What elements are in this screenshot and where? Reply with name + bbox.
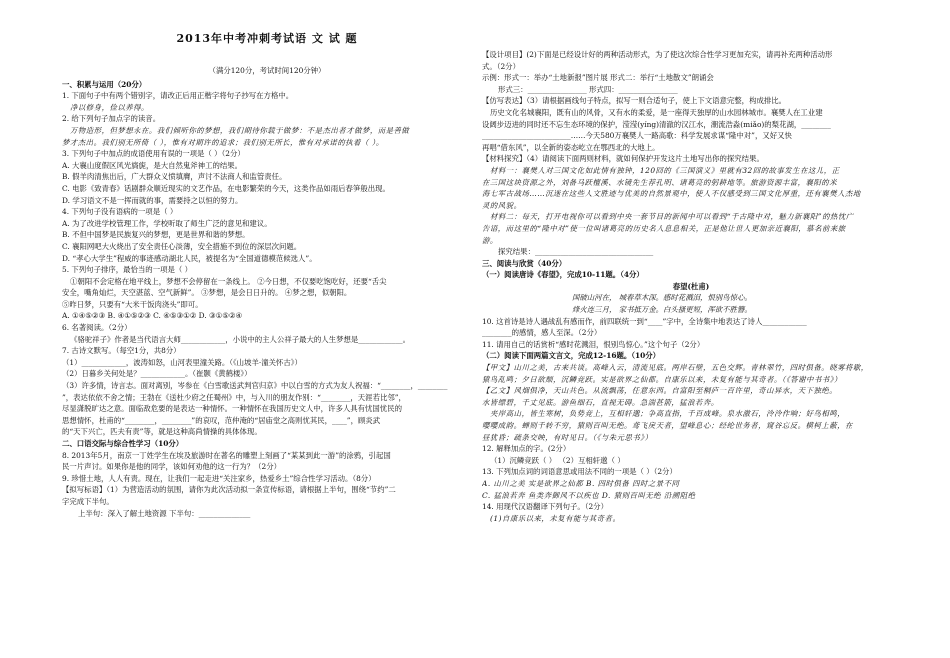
right-line: 再唱“借东风”，以全新的姿态屹立在鄂西北的大地上。: [482, 142, 660, 152]
right-line: （二）阅读下面两篇文言文，完成12-16题。（10分）: [482, 351, 661, 361]
exam-title: 2013年中考冲刺考试语 文 试 题: [176, 32, 358, 45]
left-line: 二、口语交际与综合性学习（10分）: [62, 439, 184, 448]
right-line: 【材料探究】（4）请阅读下面两则材料，就如何保护开发这片土地写出你的探究结果。: [482, 154, 764, 164]
left-line: C. 襄阳网吧大火烧出了安全责任心淡薄，安全措施不到位的深层次问题。: [62, 241, 302, 251]
left-line: 安全，嘴角灿烂，天空湛蓝、空气新鲜”。 ③梦想，是会日日升的。 ④梦之想，似朝阳。: [62, 288, 352, 298]
left-line: 字完成下半句。: [62, 496, 114, 506]
left-line: 尽显潇脱旷达之意。面临敌危要的是表达一种情怀。一种情怀在我国历史文人中，许多人具有忧国忧民的: [62, 404, 402, 414]
left-line: B. 假羊肉清焦出后，广大群众义愤填膺，声讨不法商人和监管责任。: [62, 172, 287, 182]
left-line: 1. 下面句子中有两个错别字，请改正后用正楷字将句子抄写在方格中。: [62, 91, 294, 101]
left-line: 《骆驼祥子》作者是当代语言大师____________，小说中的主人公祥子最大的人生梦想是____________。: [70, 334, 410, 344]
left-line: 2. 给下列句子加点字的读音。: [62, 114, 161, 124]
right-line: 【乙文】风烟俱净，天山共色。从流飘荡，任意东西。自富阳至桐庐一百许里，奇山异水，天下独绝。: [482, 386, 838, 396]
right-line: 嘤嘤成韵。蝉则千转不穷，猿则百叫无绝。鸢飞戾天者，望峰息心；经纶世务者，窥谷忘反。横柯上蔽，在: [482, 421, 853, 430]
right-line: （一）阅读唐诗《春望》，完成10-11题。（4分）: [482, 270, 644, 280]
right-line: ________的感情，感人至深。（2分）: [482, 328, 602, 338]
right-line: （1）沉鳞竞跃（ ） （2）互相轩邈（ ）: [490, 455, 625, 465]
right-line: C. 猛浪若奔 鱼类奔御风不以疾也 D. 猿则百叫无绝 沿溯阻绝: [482, 490, 696, 500]
left-column: [62, 52, 472, 519]
left-line: A. 大襄山度假区风光旖旎，是大自然鬼斧神工的结果。: [62, 160, 243, 170]
right-line: 告语，而这里的“隆中对”使一位叫诸葛亮的历史名人息息相关，正是他让世人更加亲近襄阳，慕名前来旅: [482, 223, 846, 233]
right-line: 在三国这块资源之外，刘备马跃檀溪、水镜先生荐孔明、诸葛亮的躬耕地等。旅游资源丰富，襄阳的米: [482, 177, 838, 187]
right-line: ________________________……今天580万襄樊人一路高歌：科学发展求谋“隆中对”，又好又快: [482, 131, 792, 141]
left-line: （2）日暮乡关何处是？____________。（崔颢《黄鹤楼》）: [62, 369, 252, 379]
right-line: 14. 用现代汉语翻译下列句子。（2分）: [482, 502, 608, 512]
left-line: C. 电影《致青春》话剧群众顺近现实的文艺作品，在电影繁荣的今天，这类作品如雨后春笋般出现。: [62, 183, 390, 193]
right-line: 三、阅读与欣赏（40分）: [482, 258, 567, 268]
left-line: 梦才杰出。我们别无所倚（ ），惟有对期许的追求；我们别无所长，惟有对承诺的执着（ ）。: [62, 137, 384, 147]
right-line: 国破山河在， 城春草木深。感时花溅泪，恨别鸟惊心。: [572, 293, 752, 303]
right-line: 昼犹昏；疏条交映，有时见日。（《与朱元思书》）: [482, 432, 653, 442]
right-line: 水皆缥碧，千丈见底。游鱼细石，直视无碍。急湍甚箭，猛浪若奔。: [482, 397, 719, 407]
right-lines: [482, 49, 900, 524]
left-line: D. “孝心大学生”程威的事迹感动湖北人民，被提名为“全国道德模范候选人”。: [62, 253, 317, 263]
right-line: 11. 请用自己的话赏析“感时花溅泪，恨别鸟惊心。”这个句子（2分）: [482, 339, 705, 349]
left-line: 净以修身，俭以养得。: [70, 102, 149, 112]
right-line: A. 山川之美 实是欲界之仙都 B. 四时俱备 四时之景不同: [482, 478, 680, 488]
left-line: ①朝阳不会定格在地平线上，梦想不会停留在一条线上。 ②今日想，不仅要吃饱吃好，还要“舌尖: [70, 276, 387, 286]
right-line: 游。: [482, 235, 498, 245]
right-line: 式。（2分）: [482, 61, 520, 71]
left-line: 【拟写标语】（1）为营造活动的氛围，请你为此次活动拟一条宣传标语，请根据上半句，围绕“节约”二: [62, 485, 396, 495]
left-line: 民一片声讨。如果你是他的同学，该如何劝他的这一行为？（2分）: [62, 462, 282, 472]
right-line: 历史文化名城襄阳，既有山的风骨，又有水的柔爱，是一座得天独厚的山水园林城市。襄樊人在工业建: [490, 107, 823, 117]
right-line: 形式三：________________ 形式四：________________: [498, 84, 678, 94]
right-line: 夹岸高山，皆生寒树，负势竞上，互相轩邈；争高直指，千百成峰。泉水激石，泠泠作响；好鸟相鸣，: [490, 409, 846, 419]
right-line: 示例：形式一：举办“土地新报”图片展 形式二：举行“土地散文”朗诵会: [482, 73, 714, 83]
left-line: 思想情怀，杜甫的“________，________”的哀叹，范仲淹的“居庙堂之高则忧其民，____”，顾炎武: [62, 415, 381, 425]
left-line: 7. 古诗文默写。（每空1分，共8分）: [62, 346, 181, 356]
left-line: A. ①④⑤②③ B. ④①⑤②③ C. ④⑤③①② D. ③①⑤②④: [62, 311, 243, 321]
right-line: 猿鸟乱鸣；夕日欲颓，沉鳞竞跃。实是欲界之仙都。自康乐以来，未复有能与其奇者。（《答谢中书书》）: [482, 374, 842, 384]
left-line: 3. 下列句子中加点的成语使用有误的一项是（ ）（2分）: [62, 149, 245, 159]
right-line: 10. 这首诗是诗人遇战乱有感而作，前四联统一到“____”字中，全诗集中地表达了诗人____________: [482, 316, 807, 326]
left-line: A. 为了改进学校管理工作，学校听取了师生广泛的意见和建议。: [62, 218, 272, 228]
left-line: ”，表达依依不舍之情；王勃在《送杜少府之任蜀州》中，与入川的朋友作别：“________，天涯若比邻”，: [62, 392, 406, 402]
right-line: 【设计项目】(2)下面是已经设计好的两种活动形式，为了使这次综合性学习更加充实，请再补充两种活动形: [482, 50, 833, 59]
left-line: 8. 2013年5月，南京一丁姓学生在埃及旅游时在著名的雕塑上刻画了“某某到此一游”的涂鸦，引起国: [62, 450, 391, 460]
right-line: 【甲文】山川之美，古来共谈。高峰入云，清流见底。两岸石壁，五色交辉。青林翠竹，四时俱备。晓雾将歇，: [482, 363, 869, 373]
right-line: (1)自康乐以来，未复有能与其奇者。: [490, 513, 621, 523]
right-line: 材料一：襄樊人对三国文化如此情有独钟，120回的《三国演义》里就有32回的故事发生在这儿，正: [490, 165, 840, 175]
left-line: 万物造形，但梦想永在。我们倾听你的梦想，我们期待你载于做梦：不是杰出者才做梦，而是善做: [70, 125, 410, 135]
left-line: （1）____________，波涛如怒，山河表里潼关路。（《山坡羊·潼关怀古》）: [62, 357, 302, 367]
right-line: 12. 解释加点的字。(2分）: [482, 444, 571, 454]
right-line: 灵的风貌。: [482, 200, 522, 210]
left-line: 的“天下兴亡，匹夫有责”等，就是这种高尚情操的具体体现。: [62, 427, 262, 437]
right-line: 【仿写表达】（3）请根据画线句子特点，拟写一则合适句子，使上下文语意完整，构成排比。: [482, 96, 787, 106]
left-line: 一、积累与运用（20分）: [62, 79, 147, 89]
left-line: B. 不但中国梦是民族复兴的梦想，更是世界和谐的梦想。: [62, 230, 250, 240]
exam-note: （满分120分，考试时间120分钟）: [208, 66, 326, 75]
left-line: ⑤昨日梦，只要有“大米干饭肉浇头”即可。: [62, 299, 203, 309]
left-line: 4. 下列句子没有语病的一项是（ ）: [62, 207, 178, 217]
left-line: 9. 珍惜土地，人人有责。现在，让我们一起走进“关注家乡，热爱乡土”综合性学习活动。（8分）: [62, 473, 376, 483]
left-lines: [62, 79, 472, 520]
left-line: 6. 名著阅读。（2分）: [62, 323, 132, 333]
right-line: 探究结果：________________________________: [498, 247, 654, 257]
right-line: 烽火连三月， 家书抵万金。白头搔更短，浑欲不胜簪。: [572, 305, 752, 315]
right-line: 春望(杜甫): [672, 281, 710, 291]
right-line: 设阔步迈进的同时还不忘生态环境的保护，滢滢(yíng)清澈的汉江水，潮流浩淼(miǎo)的梨花湖，________: [482, 119, 831, 129]
right-line: 海七军古战场……沉迷在这些人文胜迹与优美的自然景观中，使人不仅感受到三国文化厚重，还有襄樊人杰地: [482, 189, 861, 199]
right-line: 材料二：每天，打开电视你可以看到中央一套节目的新闻中可以看到“千古隆中对，魅力新襄阳”的热忱广: [490, 212, 854, 222]
left-line: D. 学习语文不是一挥而就的事，需要持之以恒的努力。: [62, 195, 243, 205]
left-line: 5. 下列句子排序，最恰当的一项是（ ）: [62, 265, 193, 275]
left-line: 上半句：深入了解土地资源 下半句：______________: [78, 508, 251, 518]
left-line: （3）许多情，诗言志。面对离别，岑参在《白雪歌送武判官归京》中以白雪的方式为友人祝福：“________，________: [62, 381, 448, 391]
right-column: [482, 49, 900, 524]
right-line: 13. 下列加点词的词语意思或用法不同的一项是（ ）（2分）: [482, 467, 677, 477]
